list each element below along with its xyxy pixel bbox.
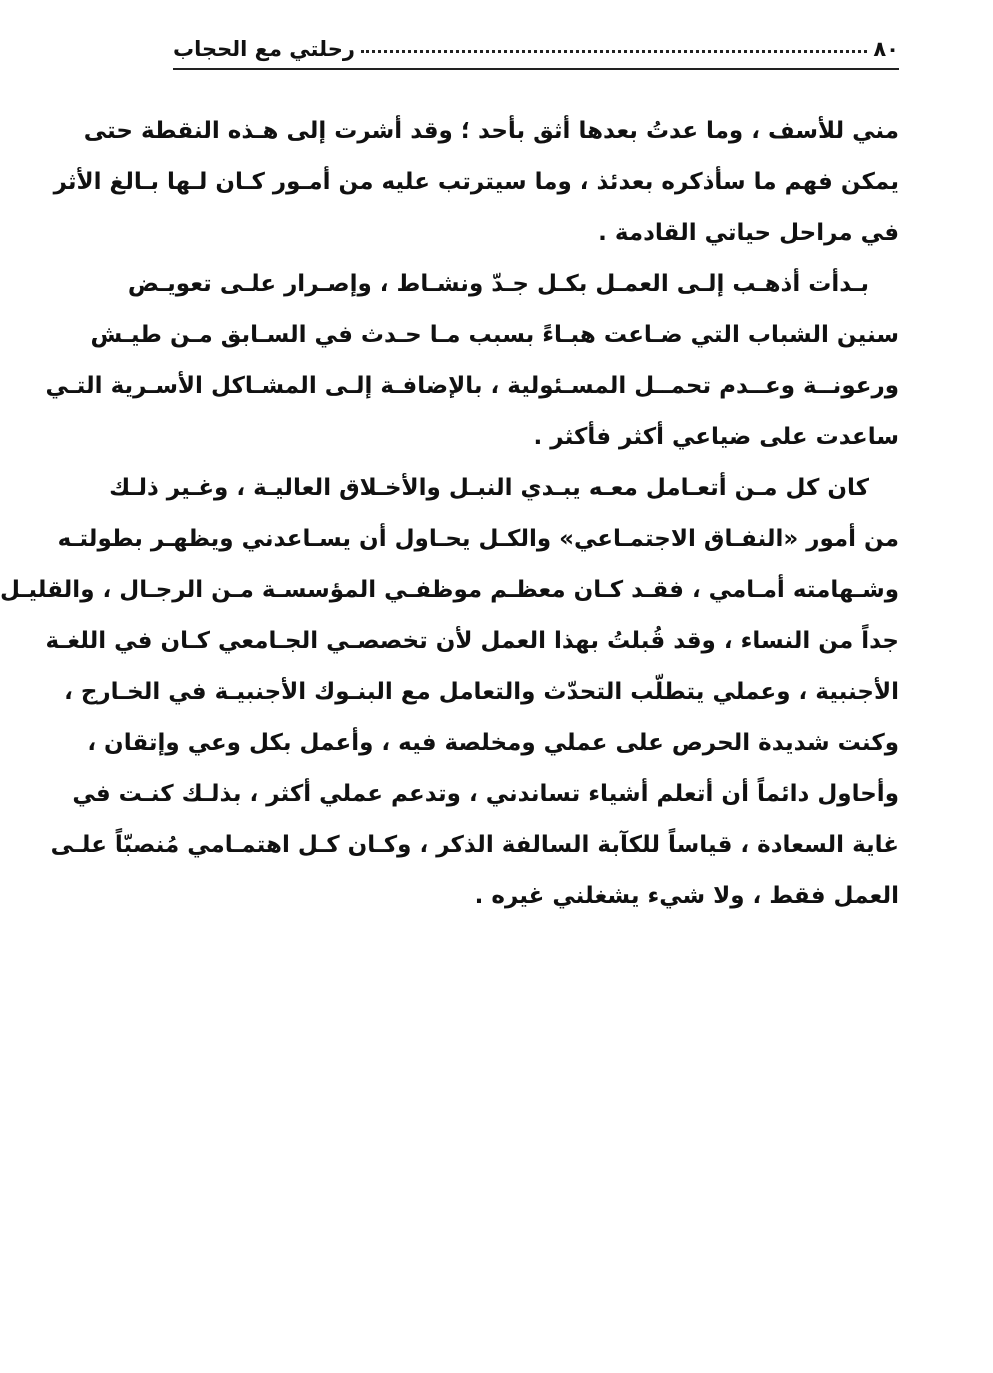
text-line: سنين الشباب التي ضـاعت هبـاءً بسبب مـا حـدث في السـابق مـن طيـش [90, 322, 899, 348]
text-line: العمل فقط ، ولا شيء يشغلني غيره . [474, 883, 899, 909]
text-line: وكنت شديدة الحرص على عملي ومخلصة فيه ، وأعمل بكل وعي وإتقان ، [87, 730, 899, 756]
paragraph-2 [45, 259, 899, 463]
text-line: كان كل مـن أتعـامل معـه يبـدي النبـل والأخـلاق العاليـة ، وغـير ذلـك [109, 475, 869, 501]
text-line: وأحاول دائماً أن أتعلم أشياء تساندني ، وتدعم عملي أكثر ، بذلـك كنـت في [72, 781, 899, 807]
dot-leader [361, 50, 867, 53]
text-line: وشـهامته أمـامي ، فقـد كـان معظـم موظفـي المؤسسـة مـن الرجـال ، والقليـل [0, 577, 899, 603]
running-head [173, 30, 899, 64]
text-line: بـدأت أذهـب إلـى العمـل بكـل جـدّ ونشـاط ، وإصـرار علـى تعويـض [127, 271, 869, 297]
text-line: في مراحل حياتي القادمة . [598, 220, 899, 246]
text-line: من أمور «النفـاق الاجتمـاعي» والكـل يحـاول أن يسـاعدني ويظهـر بطولتـه [57, 526, 899, 552]
text-line: الأجنبية ، وعملي يتطلّب التحدّث والتعامل مع البنـوك الأجنبيـة في الخـارج ، [64, 679, 899, 705]
book-title: رحلتي مع الحجاب [173, 37, 355, 61]
page-number: ٨٠ [873, 37, 899, 61]
text-line: جداً من النساء ، وقد قُبلتُ بهذا العمل لأن تخصصـي الجـامعي كـان في اللغـة [45, 628, 899, 654]
text-line: ورعونــة وعــدم تحمــل المسـئولية ، بالإضافـة إلـى المشـاكل الأسـرية التـي [45, 373, 899, 399]
text-line: مني للأسف ، وما عدتُ بعدها أثق بأحد ؛ وقد أشرت إلى هـذه النقطة حتى [83, 118, 899, 144]
paragraph-3 [0, 463, 899, 922]
text-line: يمكن فهم ما سأذكره بعدئذ ، وما سيترتب عليه من أمـور كـان لـها بـالغ الأثر [53, 169, 899, 195]
body-text [0, 106, 899, 922]
header-rule [173, 68, 899, 70]
text-line: ساعدت على ضياعي أكثر فأكثر . [533, 424, 899, 450]
paragraph-1 [53, 106, 899, 259]
text-line: غاية السعادة ، قياساً للكآبة السالفة الذكر ، وكـان كـل اهتمـامي مُنصبّاً علـى [50, 832, 899, 858]
